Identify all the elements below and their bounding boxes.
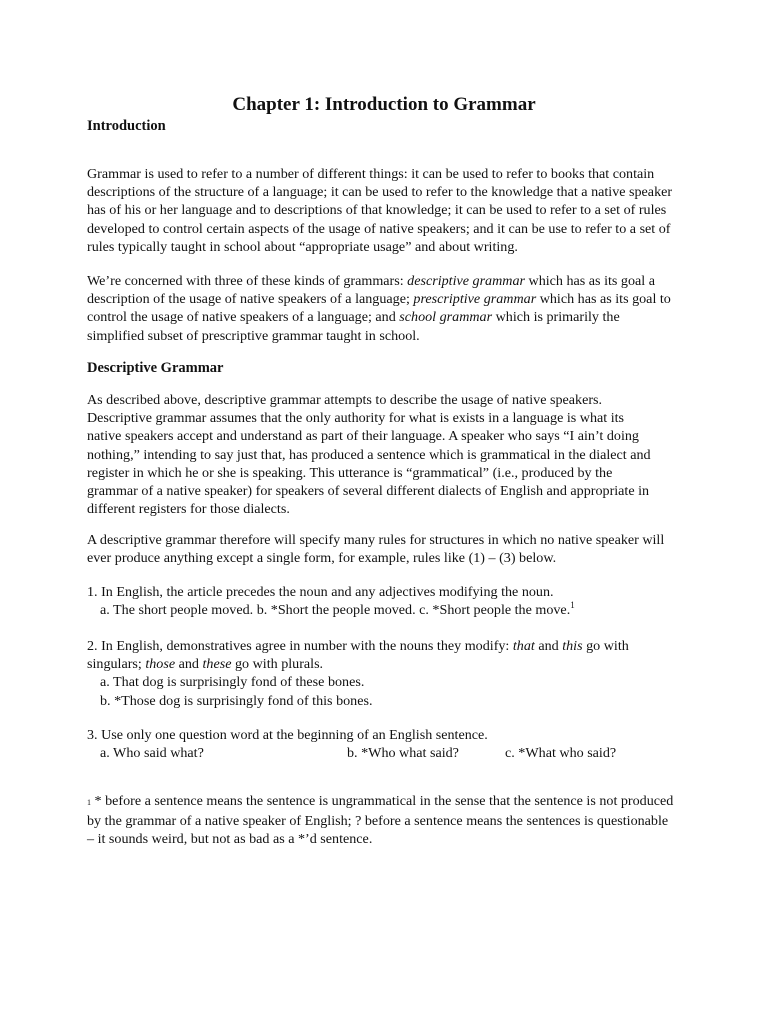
term-these: these [202, 656, 232, 673]
text-line: Grammar is used to refer to a number of different things: it can be used to refer to books that contain [87, 166, 655, 182]
text-line: has of his or her language and to descriptions of that knowledge; it can be used to refer to a set of rules [87, 202, 667, 219]
rule-3-examples [87, 744, 687, 762]
rule-2-example-a: a. That dog is surprisingly fond of these bones. [100, 674, 365, 691]
footnote [87, 792, 687, 849]
rule-3 [87, 726, 687, 762]
term-that: that [512, 638, 535, 654]
text-run: * before a sentence means the sentence is ungrammatical in the sense that the sentence is not produced [91, 793, 674, 809]
text-line: rules typically taught in school about “appropriate usage” and about writing. [87, 238, 518, 255]
rule-2 [87, 637, 687, 710]
term-this: this [562, 638, 583, 654]
text-line: different registers for those dialects. [87, 501, 290, 518]
descriptive-paragraph-1 [87, 391, 687, 518]
text-line: grammar of a native speaker) for speakers of several different dialects of English and appropriate in [87, 483, 650, 500]
descriptive-paragraph-2 [87, 531, 687, 567]
rule-3-statement: 3. Use only one question word at the beginning of an English sentence. [87, 727, 488, 743]
term-prescriptive-grammar: prescriptive grammar [413, 291, 537, 308]
text-line: descriptions of the structure of a language; it can be used to refer to the knowledge that a native speaker [87, 184, 673, 201]
term-those: those [145, 656, 176, 673]
text-run: a. The short people moved. b. *Short the people moved. c. *Short people the move. [100, 602, 571, 619]
rule-1-statement: 1. In English, the article precedes the noun and any adjectives modifying the noun. [87, 584, 554, 600]
rule-1-examples [87, 601, 687, 619]
text-run: control the usage of native speakers of a language; and [87, 309, 400, 326]
text-line [87, 272, 687, 290]
rule-2-example-b: b. *Those dog is surprisingly fond of this bones. [100, 692, 373, 709]
rule-2-statement-line [87, 637, 687, 655]
text-run: description of the usage of native speakers of a language; [87, 291, 414, 308]
text-run: singulars; [87, 656, 146, 673]
text-run: and [175, 656, 203, 673]
text-line: nothing,” intending to say just that, has produced a sentence which is grammatical in the dialect and [87, 446, 651, 463]
text-line: native speakers accept and understand as part of their language. A speaker who says “I ain’t doing [87, 428, 639, 445]
text-run: which has as its goal a [525, 273, 655, 289]
text-run: which has as its goal to [536, 291, 671, 308]
rule-1 [87, 583, 687, 619]
text-line [87, 290, 687, 308]
intro-paragraph-1 [87, 165, 687, 256]
footnote-mark: 1 [87, 798, 91, 807]
footnote-reference: 1 [570, 600, 575, 611]
term-descriptive-grammar: descriptive grammar [407, 273, 525, 289]
term-school-grammar: school grammar [399, 309, 493, 326]
text-line: ever produce anything except a single form, for example, rules like (1) – (3) below. [87, 550, 557, 567]
rule-2-statement-line [87, 655, 687, 673]
text-line: As described above, descriptive grammar attempts to describe the usage of native speakers. [87, 392, 603, 408]
text-line: simplified subset of prescriptive grammar taught in school. [87, 327, 420, 344]
text-line: Descriptive grammar assumes that the only authority for what is exists in a language is what its [87, 410, 625, 427]
intro-paragraph-2 [87, 272, 687, 345]
rule-3-example-a: a. Who said what? [100, 745, 204, 762]
chapter-title: Chapter 1: Introduction to Grammar [232, 94, 536, 115]
section-heading-introduction: Introduction [87, 118, 166, 134]
text-line: A descriptive grammar therefore will specify many rules for structures in which no native speaker will [87, 532, 665, 548]
footnote-line: by the grammar of a native speaker of English; ? before a sentence means the sentences is questionable [87, 813, 669, 830]
footnote-line: – it sounds weird, but not as bad as a *’d sentence. [87, 831, 373, 848]
text-run: and [534, 638, 563, 654]
rule-3-example-b: b. *Who what said? [347, 745, 459, 762]
text-run: go with [582, 638, 629, 654]
rule-3-example-c: c. *What who said? [505, 745, 617, 762]
text-line: developed to control certain aspects of the usage of native speakers; and it can be use to refer to a set of [87, 220, 671, 237]
text-line: register in which he or she is speaking. This utterance is “grammatical” (i.e., produced by the [87, 464, 613, 481]
text-run: We’re concerned with three of these kinds of grammars: [87, 273, 408, 289]
text-run: which is primarily the [492, 309, 620, 326]
section-heading-descriptive-grammar: Descriptive Grammar [87, 360, 224, 376]
text-run: go with plurals. [231, 656, 324, 673]
text-run: 2. In English, demonstratives agree in number with the nouns they modify: [87, 638, 513, 654]
text-line [87, 308, 687, 326]
footnote-line [87, 792, 687, 812]
